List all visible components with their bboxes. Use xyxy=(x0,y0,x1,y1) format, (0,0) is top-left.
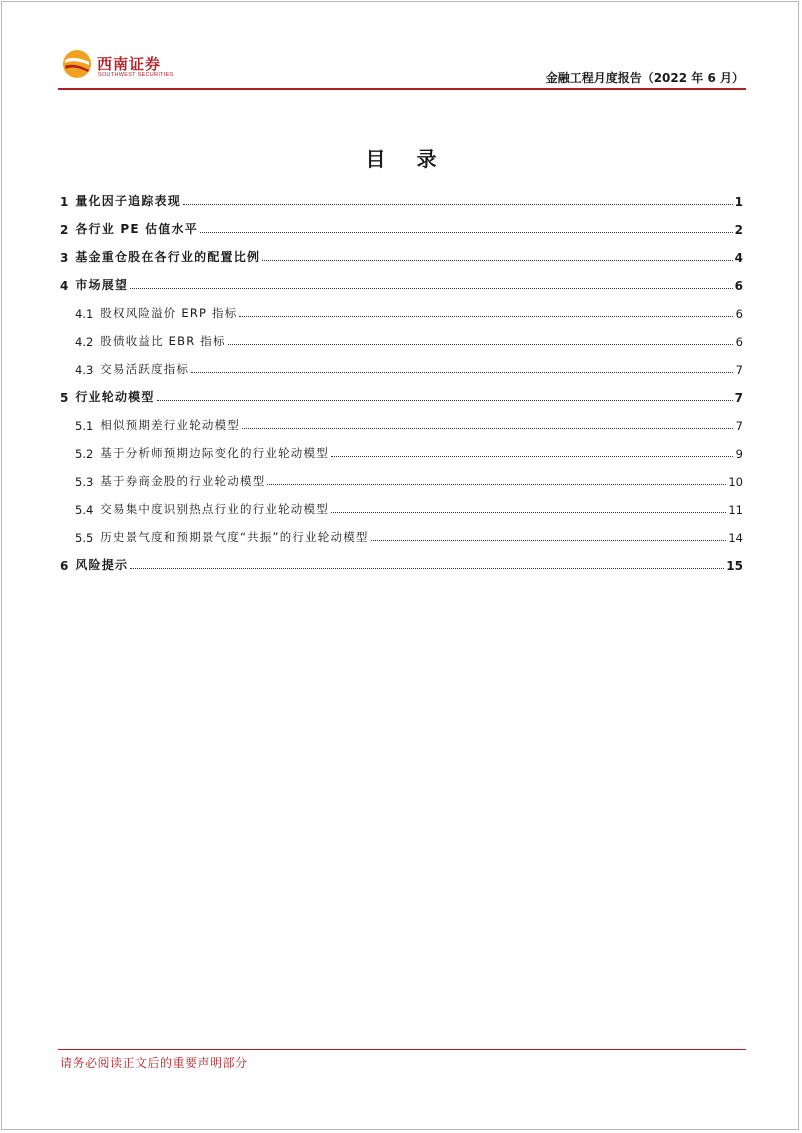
toc-entry[interactable] xyxy=(60,461,743,489)
toc-entry-number: 5.1 xyxy=(75,419,94,433)
toc-entry-label: 股债收益比 EBR 指标 xyxy=(100,334,226,348)
toc-entry-page: 6 xyxy=(735,335,743,349)
toc-entry-page: 15 xyxy=(726,559,743,573)
toc-dot-leader xyxy=(331,511,726,513)
footer-notice: 请务必阅读正文后的重要声明部分 xyxy=(60,1056,248,1070)
toc-entry-page: 6 xyxy=(735,307,743,321)
toc-dot-leader xyxy=(242,427,733,429)
toc-entry-number: 5.2 xyxy=(75,447,94,461)
toc-entry-number: 1 xyxy=(60,195,69,209)
toc-entry-page: 6 xyxy=(734,279,743,293)
toc-entry[interactable] xyxy=(60,237,743,265)
toc-entry-number: 5.4 xyxy=(75,503,94,517)
toc-entry[interactable] xyxy=(60,517,743,545)
toc-entry-number: 5.3 xyxy=(75,475,94,489)
toc-entry[interactable] xyxy=(60,545,743,573)
toc-entry-page: 7 xyxy=(735,363,743,377)
toc-entry-label: 风险提示 xyxy=(75,558,129,572)
toc-entry-number: 4.3 xyxy=(75,363,94,377)
toc-entry-label: 基金重仓股在各行业的配置比例 xyxy=(75,250,261,264)
toc-dot-leader xyxy=(191,371,733,373)
toc-entry-number: 4.1 xyxy=(75,307,94,321)
toc-dot-leader xyxy=(371,539,727,541)
toc-dot-leader xyxy=(157,399,733,401)
toc-dot-leader xyxy=(183,203,733,205)
toc-dot-leader xyxy=(130,567,724,569)
toc-entry[interactable] xyxy=(60,489,743,517)
toc-entry-page: 7 xyxy=(734,391,743,405)
toc-entry-number: 5.5 xyxy=(75,531,94,545)
company-logo xyxy=(62,49,202,85)
toc-entry-label: 各行业 PE 估值水平 xyxy=(75,222,198,236)
footer-divider xyxy=(58,1049,746,1050)
toc-entry-label: 股权风险溢价 ERP 指标 xyxy=(100,306,238,320)
toc-entry-label: 基于分析师预期边际变化的行业轮动模型 xyxy=(100,446,329,460)
logo-english-name: SOUTHWEST SECURITIES xyxy=(98,72,174,78)
toc-entry-page: 4 xyxy=(734,251,743,265)
toc-entry-label: 交易集中度识别热点行业的行业轮动模型 xyxy=(100,502,329,516)
toc-entry-label: 市场展望 xyxy=(75,278,129,292)
toc-entry[interactable] xyxy=(60,181,743,209)
toc-entry-page: 2 xyxy=(734,223,743,237)
logo-chinese-name: 西南证券 xyxy=(97,55,162,73)
toc-dot-leader xyxy=(200,231,733,233)
toc-entry-label: 相似预期差行业轮动模型 xyxy=(100,418,240,432)
toc-heading: 目 录 xyxy=(365,147,449,171)
toc-entry-page: 7 xyxy=(735,419,743,433)
toc-dot-leader xyxy=(262,259,732,261)
toc-entry-label: 交易活跃度指标 xyxy=(100,362,190,376)
toc-entry-page: 10 xyxy=(728,475,743,489)
table-of-contents xyxy=(60,181,743,573)
toc-entry[interactable] xyxy=(60,405,743,433)
toc-entry-label: 历史景气度和预期景气度“共振”的行业轮动模型 xyxy=(100,530,369,544)
toc-entry-number: 6 xyxy=(60,559,69,573)
toc-entry-label: 基于券商金股的行业轮动模型 xyxy=(100,474,266,488)
toc-entry-page: 9 xyxy=(735,447,743,461)
toc-dot-leader xyxy=(130,287,732,289)
toc-entry-number: 5 xyxy=(60,391,69,405)
toc-entry[interactable] xyxy=(60,209,743,237)
toc-entry-number: 4 xyxy=(60,279,69,293)
toc-entry[interactable] xyxy=(60,293,743,321)
toc-entry-page: 1 xyxy=(734,195,743,209)
report-title: 金融工程月度报告（2022 年 6 月） xyxy=(545,71,744,85)
toc-entry[interactable] xyxy=(60,377,743,405)
toc-entry[interactable] xyxy=(60,265,743,293)
toc-dot-leader xyxy=(239,315,733,317)
toc-entry-number: 4.2 xyxy=(75,335,94,349)
toc-entry-page: 14 xyxy=(728,531,743,545)
toc-entry[interactable] xyxy=(60,349,743,377)
toc-entry-page: 11 xyxy=(728,503,743,517)
toc-entry-number: 2 xyxy=(60,223,69,237)
toc-entry-number: 3 xyxy=(60,251,69,265)
toc-dot-leader xyxy=(228,343,733,345)
toc-entry[interactable] xyxy=(60,321,743,349)
sun-logo-icon xyxy=(62,49,92,79)
toc-dot-leader xyxy=(331,455,733,457)
toc-entry[interactable] xyxy=(60,433,743,461)
toc-entry-label: 行业轮动模型 xyxy=(75,390,155,404)
toc-entry-label: 量化因子追踪表现 xyxy=(75,194,181,208)
header-divider xyxy=(58,88,746,90)
toc-dot-leader xyxy=(267,483,726,485)
